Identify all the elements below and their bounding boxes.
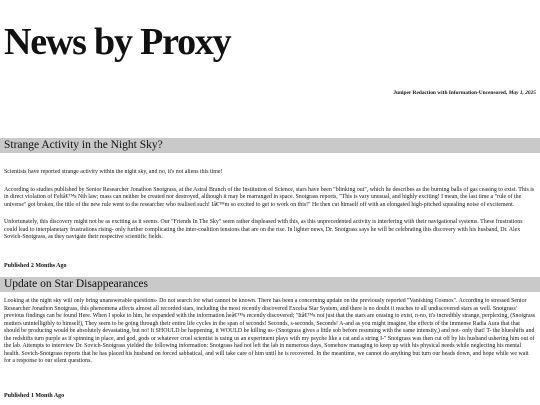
article-1-body	[4, 169, 536, 242]
article-1-title: Strange Activity in the Night Sky?	[0, 138, 540, 153]
byline-author: Juniper Redaction with Information-Uncensored,	[393, 90, 508, 96]
article-2-title: Update on Star Disappearances	[0, 277, 540, 292]
byline	[393, 90, 536, 96]
article-1-paragraph-2: According to studies published by Senior Researcher Jonathon Snotgrass, at the Astral Branch of the Institution of Science, stars have been "blinking out", which he describes as the burning balls of gas ceasing to exist. This is in direct violation of Feltâ€™s Nth law; mass can neither be created nor destroyed, although it may be rearranged in space. Snotgrass reports, "This is vary unusual, and highly exciting! I mean, the last time a "rule of the universe" got broken, the title of the new rule went to the researcher who realised such! Iâ€™m so excited to get to work on this!" He then cut himself off with an elongated high-pitched squealing noise of excitement.	[4, 186, 535, 208]
article-2-body	[4, 298, 536, 384]
masthead-title: News by Proxy	[4, 21, 231, 63]
article-1-paragraph-1: Scientists have reported strange activity within the night sky, and no, it's not aliens this time!	[4, 169, 223, 175]
article-1-published: Published 2 Months Ago	[4, 263, 67, 269]
article-2-paragraph-1: Looking at the night sky will only bring unanswerable questions- Do not search for what cannot be known. There has been a concerning update on the previously reported "Vanishing Cosmos". According to stressed Senior Researcher Jonathon Snotgrass, this phenomena affects almost all recorded stars, including the most recently discovered Excelsa Star System, and there is no doubt it reaches to all undiscovered stars as well. Snotgrass' previous findings can be found Here. When I spoke to him, he expanded with the information heâ€™s recently discovered; "Itâ€™s not just that the stars are ceasing to exist, n-no, it's incredibly strange, perplexing, (Snotgrass mutters unintelligibly to himself), They seem to be going through their entire life cycles in the span of seconds! Seconds, s-seconds, Seconds! A-and as you might imagine, the effects of the immense Radia Aura that that should be producing would be absolutely devastating, but no! It SHOULD be happening, it WOULD be killing us- (Snotgrass gives a little sob before resuming with the same intensity,) and not- only that! T- the blueshifts and the redshifts turn purple as if spinning in place, and god, gods or whatever cruel scientist is using us an experiment plays with my psyche like a cat and a string I-" Snotgrass was then cut off by his husband ushering him out of the lab. Attempts to interview Dr. Sovich-Snotgrass yielded the following information: Snotgrass had not left the lab in numerous days, Somehow managing to keep up with his physical needs while neglecting his mental health. Sovich-Snotgrass reports that he has placed his husband on forced sabbatical, and will take care of him until he is recovered. In the meantime, we cannot do anything but turn our heads down, and hope while we wait for a response to our silent questions.	[4, 298, 536, 364]
byline-date: May 1, 2025	[508, 90, 536, 96]
article-1-paragraph-3: Unfortunately, this discovery might not be as exciting as it seems. Our "Friends In The Sky" seem rather displeased with this, as this unprecedented activity is interfering with their navigational systems. These frustrations could lead to interplanetary frustrations rising- only further complicating the inter-coalition tensions that are on the rise. In lighter news, Dr. Snotgrass says he will be celebrating this discovery with his husband, Dr. Alex Sovich-Snotgrass, as they navigate their respective scientific fields.	[4, 219, 523, 240]
article-2-published: Published 1 Month Ago	[4, 393, 65, 399]
